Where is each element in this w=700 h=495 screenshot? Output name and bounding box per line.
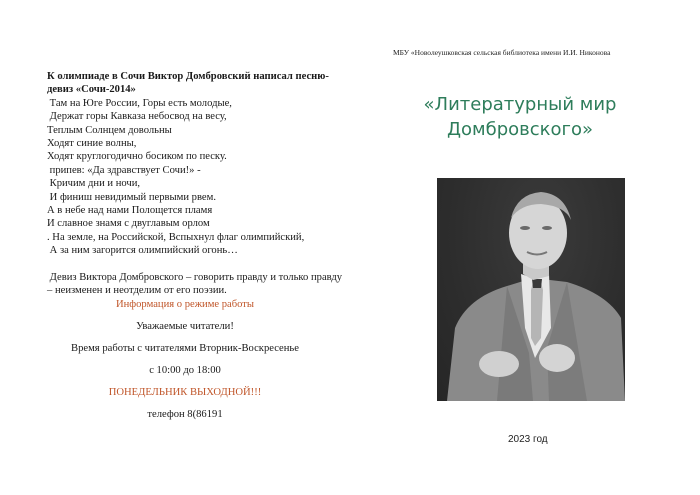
poem-line: А в небе над нами Полощется пламя bbox=[47, 205, 213, 217]
motto-paragraph: Девиз Виктора Домбровского – говорить правду и только правду – неизменен и неотделим от его поэзии. bbox=[47, 271, 345, 297]
poem-line: Держат горы Кавказа небосвод на весу, bbox=[47, 111, 227, 123]
portrait-photo bbox=[437, 178, 625, 401]
poem-line: припев: «Да здравствует Сочи!» - bbox=[47, 164, 201, 176]
poem-line: Теплым Солнцем довольны bbox=[47, 124, 172, 136]
poem-line: Ходят синие волны, bbox=[47, 138, 137, 150]
poem-line: А за ним загорится олимпийский огонь… bbox=[47, 245, 238, 257]
info-greeting: Уважаемые читатели! bbox=[136, 321, 234, 332]
title-line-1: «Литературный мир bbox=[423, 94, 617, 115]
info-hours: с 10:00 до 18:00 bbox=[149, 365, 221, 376]
poem-line: . На земле, на Российской, Вспыхнул флаг олимпийский, bbox=[47, 231, 305, 243]
poem-line: Ходят круглогодично босиком по песку. bbox=[47, 151, 227, 163]
working-hours-block bbox=[40, 298, 330, 430]
poem-line: Там на Юге России, Горы есть молодые, bbox=[47, 97, 232, 109]
brochure-title bbox=[400, 92, 640, 142]
info-title: Информация о режиме работы bbox=[115, 299, 255, 310]
title-line-2: Домбровского» bbox=[446, 119, 594, 140]
poem-line: И славное знамя с двуглавым орлом bbox=[47, 218, 210, 230]
poem-heading: К олимпиаде в Сочи Виктор Домбровский написал песню-девиз «Сочи-2014» bbox=[47, 71, 329, 96]
portrait-illustration bbox=[437, 178, 625, 401]
poem-block bbox=[47, 70, 347, 308]
poem-line: И финиш невидимый первыми рвем. bbox=[47, 191, 216, 203]
poem-line: Кричим дни и ночи, bbox=[47, 178, 141, 190]
info-day-off: ПОНЕДЕЛЬНИК ВЫХОДНОЙ!!! bbox=[108, 387, 262, 398]
info-schedule: Время работы с читателями Вторник-Воскресенье bbox=[71, 343, 299, 354]
info-phone: телефон 8(86191 bbox=[147, 409, 223, 420]
year-label: 2023 год bbox=[508, 434, 548, 445]
organization-header: МБУ «Новолеушковская сельская библиотека имени И.И. Никонова bbox=[393, 48, 611, 57]
